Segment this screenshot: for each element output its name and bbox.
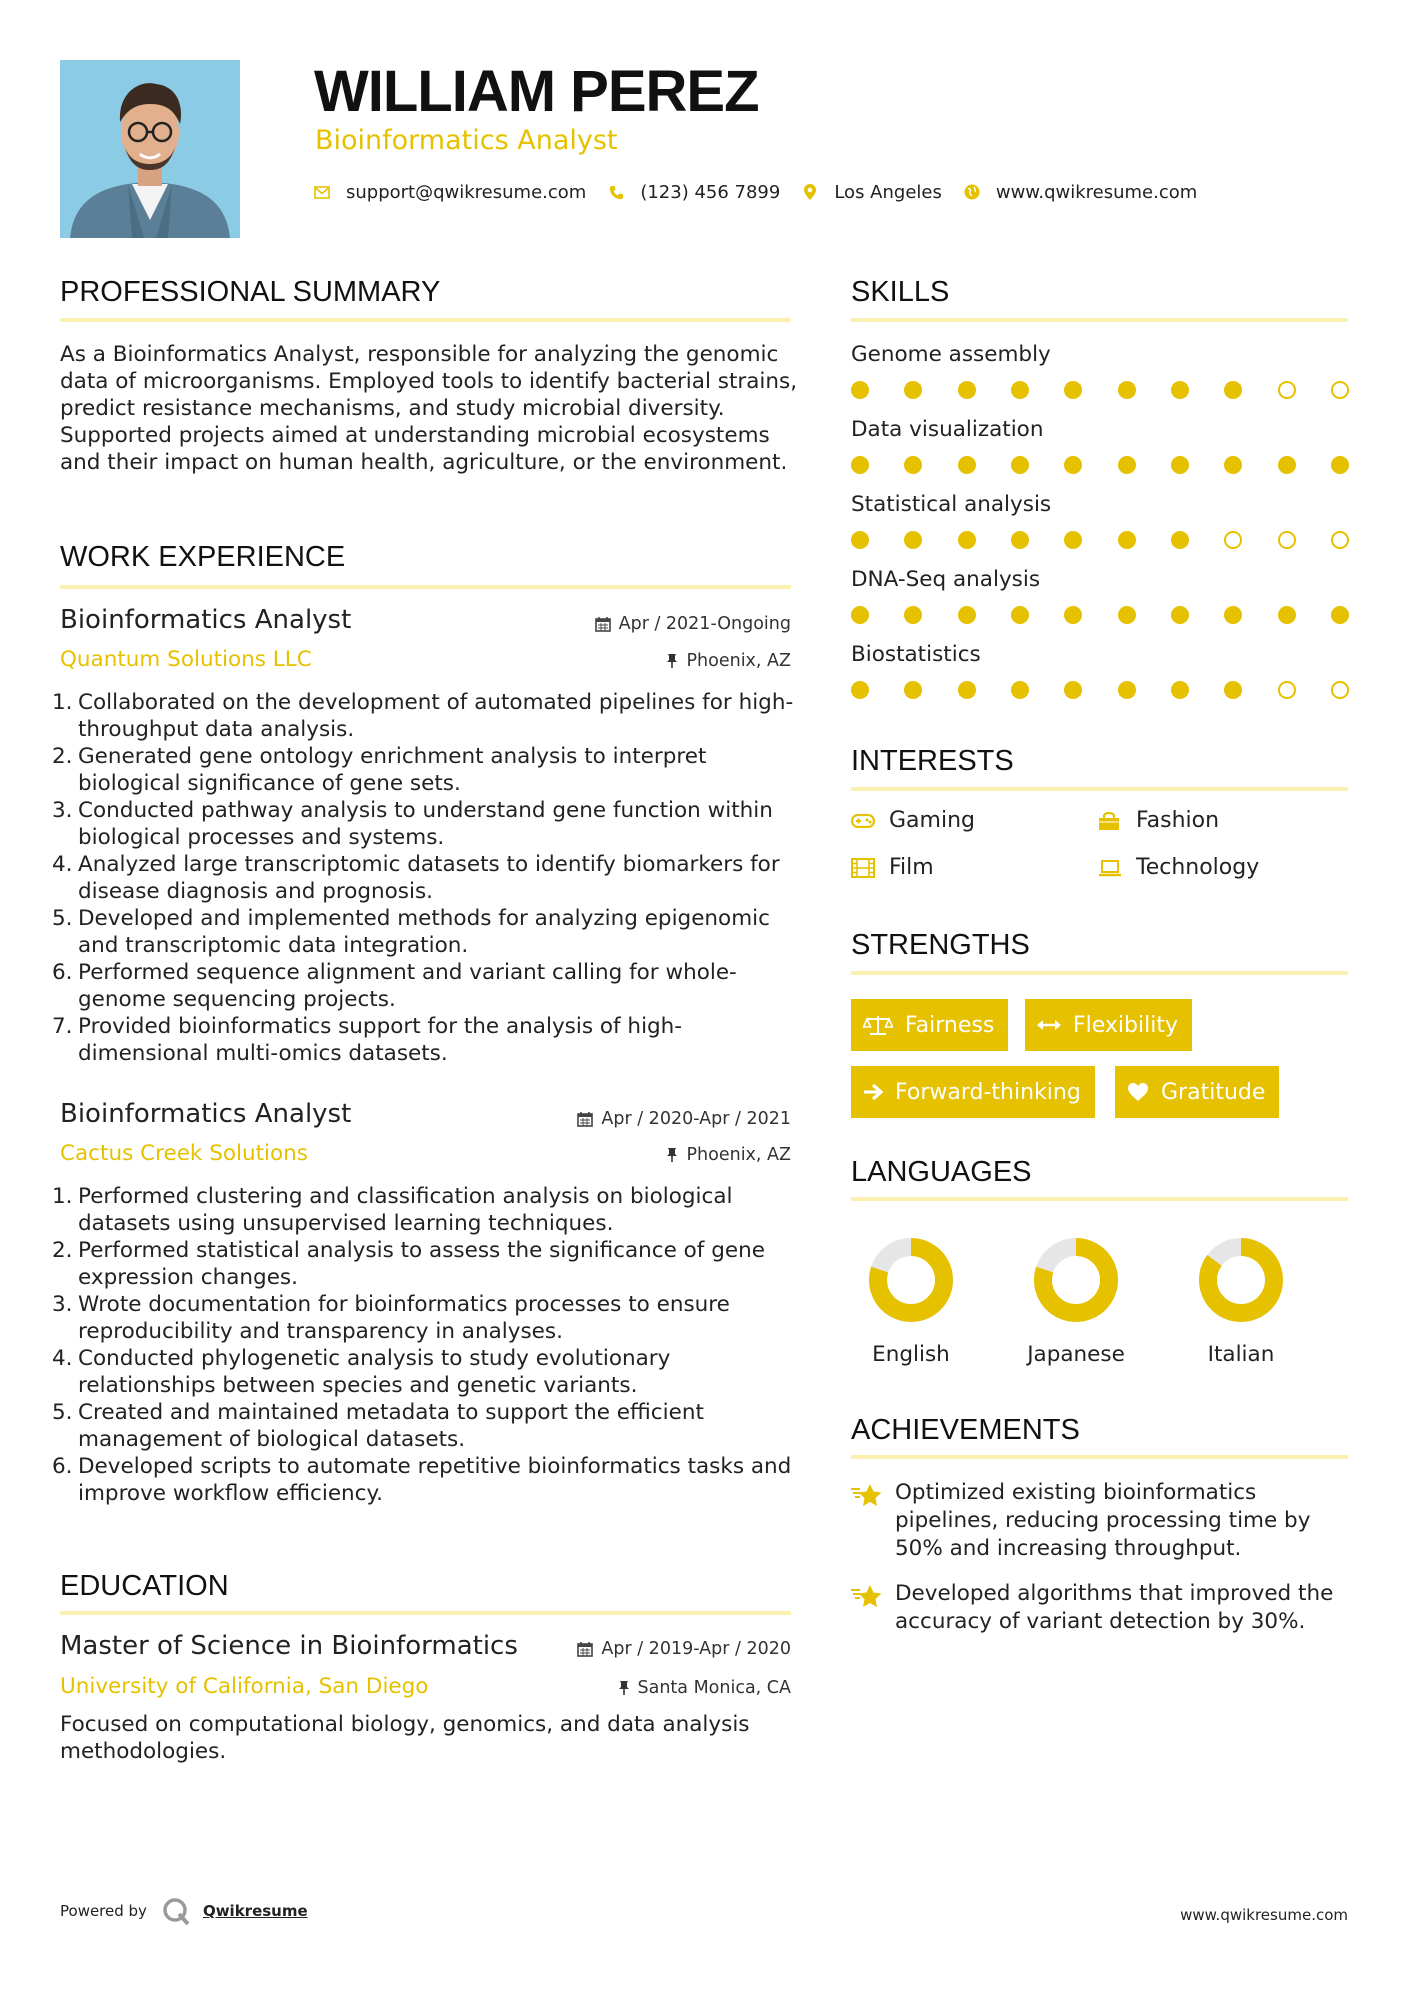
list-item: 6. Performed sequence alignment and variant calling for whole-genome sequencing projects.: [52, 960, 737, 1012]
footer-powered-by: [60, 1896, 308, 1926]
rating-dot-filled: [1224, 456, 1242, 474]
balance-scale-icon: [863, 1014, 893, 1036]
language-donut: [867, 1236, 955, 1324]
skill-rating: [851, 456, 1349, 474]
list-item: 4. Analyzed large transcriptomic datasets to identify biomarkers for disease diagnosis and prognosis.: [52, 852, 780, 904]
phone-text: (123) 456 7899: [640, 181, 781, 203]
candidate-name: WILLIAM PEREZ: [314, 59, 759, 124]
rating-dot-filled: [851, 681, 869, 699]
profile-photo: [60, 60, 240, 238]
calendar-icon: [577, 1641, 593, 1657]
rating-dot-filled: [1011, 606, 1029, 624]
rating-dot-filled: [1064, 681, 1082, 699]
strength-badge: Forward-thinking: [851, 1066, 1095, 1118]
rating-dot-filled: [1118, 531, 1136, 549]
summary-divider: [60, 318, 791, 322]
language-item: [851, 1236, 971, 1367]
rating-dot-empty: [1278, 681, 1296, 699]
job-dates-text: Apr / 2020-Apr / 2021: [601, 1109, 791, 1129]
rating-dot-filled: [1171, 681, 1189, 699]
star-badge-icon: [851, 1479, 895, 1563]
interest-item: Fashion: [1098, 808, 1219, 833]
summary-heading: PROFESSIONAL SUMMARY: [60, 276, 441, 308]
rating-dot-filled: [1064, 606, 1082, 624]
email-text: support@qwikresume.com: [346, 181, 587, 203]
rating-dot-filled: [958, 606, 976, 624]
gamepad-icon: [851, 810, 877, 832]
rating-dot-filled: [904, 681, 922, 699]
school-name: University of California, San Diego: [60, 1674, 429, 1699]
skill-name: Biostatistics: [851, 642, 981, 667]
skill-rating: [851, 606, 1349, 624]
contact-bar: [314, 180, 1219, 204]
rating-dot-filled: [958, 381, 976, 399]
degree-title: Master of Science in Bioinformatics: [60, 1631, 518, 1661]
strengths-divider: [851, 971, 1348, 975]
job-responsibilities: [52, 1183, 800, 1507]
languages-heading: LANGUAGES: [851, 1156, 1032, 1188]
candidate-title: Bioinformatics Analyst: [315, 125, 618, 156]
language-donut: [1032, 1236, 1120, 1324]
job-location: [666, 1145, 791, 1165]
phone-icon: [608, 184, 624, 200]
rating-dot-empty: [1331, 531, 1349, 549]
list-item: 7. Provided bioinformatics support for the analysis of high-dimensional multi-omics datasets.: [52, 1014, 683, 1066]
strength-badge: Gratitude: [1115, 1066, 1279, 1118]
interest-item: Gaming: [851, 808, 975, 833]
skill-name: Statistical analysis: [851, 492, 1052, 517]
rating-dot-filled: [1118, 381, 1136, 399]
rating-dot-filled: [1278, 456, 1296, 474]
achievements-heading: ACHIEVEMENTS: [851, 1414, 1080, 1446]
skill-rating: [851, 381, 1349, 399]
rating-dot-filled: [904, 531, 922, 549]
interests-divider: [851, 787, 1348, 791]
achievement-item: Optimized existing bioinformatics pipelines, reducing processing time by 50% and increasing throughput.: [851, 1479, 1351, 1563]
education-location: [618, 1678, 792, 1698]
rating-dot-filled: [1331, 456, 1349, 474]
company-name: Quantum Solutions LLC: [60, 647, 312, 672]
list-item: 1. Collaborated on the development of automated pipelines for high-throughput data analysis.: [52, 690, 794, 742]
contact-email[interactable]: [314, 182, 586, 203]
rating-dot-filled: [1171, 456, 1189, 474]
rating-dot-filled: [1064, 531, 1082, 549]
language-donut: [1197, 1236, 1285, 1324]
rating-dot-filled: [1118, 456, 1136, 474]
rating-dot-filled: [904, 456, 922, 474]
rating-dot-filled: [851, 606, 869, 624]
rating-dot-filled: [1224, 381, 1242, 399]
skill-name: DNA-Seq analysis: [851, 567, 1041, 592]
achievements-divider: [851, 1455, 1348, 1459]
language-name: Japanese: [1027, 1342, 1125, 1367]
list-item: 4. Conducted phylogenetic analysis to study evolutionary relationships between species and genetic variants.: [52, 1346, 671, 1398]
rating-dot-filled: [1118, 606, 1136, 624]
rating-dot-filled: [1011, 456, 1029, 474]
list-item: 6. Developed scripts to automate repetitive bioinformatics tasks and improve workflow efficiency.: [52, 1454, 792, 1506]
contact-location: [802, 182, 942, 203]
rating-dot-filled: [851, 381, 869, 399]
star-badge-icon: [851, 1580, 895, 1636]
pushpin-icon: [666, 653, 678, 669]
list-item: 1. Performed clustering and classification analysis on biological datasets using unsupervised learning techniques.: [52, 1184, 733, 1236]
shopping-bag-icon: [1098, 810, 1124, 832]
rating-dot-empty: [1278, 381, 1296, 399]
interests-heading: INTERESTS: [851, 745, 1014, 777]
job-dates-text: Apr / 2021-Ongoing: [618, 614, 791, 634]
job-location: [666, 651, 791, 671]
interest-item: Technology: [1098, 855, 1259, 880]
experience-heading: WORK EXPERIENCE: [60, 541, 346, 573]
arrows-horizontal-icon: [1037, 1019, 1061, 1031]
list-item: 3. Conducted pathway analysis to understand gene function within biological processes and systems.: [52, 798, 773, 850]
education-location-text: Santa Monica, CA: [637, 1678, 791, 1698]
education-heading: EDUCATION: [60, 1570, 229, 1602]
interest-item: Film: [851, 855, 934, 880]
experience-divider: [60, 585, 791, 589]
rating-dot-filled: [1064, 456, 1082, 474]
language-name: English: [872, 1342, 950, 1367]
rating-dot-filled: [1224, 681, 1242, 699]
summary-text: As a Bioinformatics Analyst, responsible for analyzing the genomic data of microorganisms. Employed tools to identify bacterial strains, predict resistance mechanisms, and study microbial diversity. Supported projects aimed at understanding microbial ecosystems and their impact on human health, agriculture, or the environment.: [60, 342, 798, 475]
rating-dot-empty: [1331, 381, 1349, 399]
achievement-item: Developed algorithms that improved the accuracy of variant detection by 30%.: [851, 1580, 1351, 1636]
website-text: www.qwikresume.com: [995, 181, 1198, 203]
powered-by-text: Powered by: [60, 1902, 147, 1920]
skill-rating: [851, 531, 1349, 549]
rating-dot-filled: [851, 531, 869, 549]
job-title: Bioinformatics Analyst: [60, 605, 352, 635]
rating-dot-filled: [1331, 606, 1349, 624]
language-item: [1181, 1236, 1301, 1367]
job-responsibilities: [52, 689, 800, 1067]
company-name: Cactus Creek Solutions: [60, 1141, 309, 1166]
brand-link[interactable]: Qwikresume: [202, 1902, 308, 1920]
rating-dot-filled: [1064, 381, 1082, 399]
laptop-icon: [1098, 857, 1124, 879]
language-item: [1016, 1236, 1136, 1367]
rating-dot-filled: [1011, 531, 1029, 549]
job-dates: [577, 1109, 791, 1129]
rating-dot-empty: [1331, 681, 1349, 699]
contact-phone[interactable]: [608, 182, 780, 203]
heart-icon: [1127, 1082, 1149, 1102]
location-text: Los Angeles: [834, 181, 942, 203]
rating-dot-empty: [1224, 531, 1242, 549]
list-item: 2. Generated gene ontology enrichment analysis to interpret biological significance of gene sets.: [52, 744, 707, 796]
arrow-right-icon: [863, 1083, 883, 1101]
education-dates: [577, 1639, 791, 1659]
education-description: Focused on computational biology, genomics, and data analysis methodologies.: [60, 1712, 750, 1764]
job-location-text: Phoenix, AZ: [686, 1145, 791, 1165]
rating-dot-empty: [1278, 531, 1296, 549]
rating-dot-filled: [958, 531, 976, 549]
portrait-illustration: [60, 60, 240, 238]
rating-dot-filled: [1118, 681, 1136, 699]
skill-rating: [851, 681, 1349, 699]
list-item: 5. Created and maintained metadata to support the efficient management of biological datasets.: [52, 1400, 704, 1452]
rating-dot-filled: [851, 456, 869, 474]
globe-icon: [964, 184, 980, 200]
qwikresume-logo-icon: [161, 1896, 191, 1926]
rating-dot-filled: [1011, 681, 1029, 699]
strength-badge: Fairness: [851, 999, 1008, 1051]
pushpin-icon: [666, 1147, 678, 1163]
list-item: 2. Performed statistical analysis to assess the significance of gene expression changes.: [52, 1238, 765, 1290]
film-icon: [851, 857, 877, 879]
rating-dot-filled: [1171, 606, 1189, 624]
rating-dot-filled: [1171, 381, 1189, 399]
education-divider: [60, 1611, 791, 1615]
rating-dot-filled: [958, 456, 976, 474]
rating-dot-filled: [904, 606, 922, 624]
education-dates-text: Apr / 2019-Apr / 2020: [601, 1639, 791, 1659]
list-item: 5. Developed and implemented methods for analyzing epigenomic and transcriptomic data integration.: [52, 906, 770, 958]
skill-name: Data visualization: [851, 417, 1044, 442]
footer-website-link[interactable]: www.qwikresume.com: [1180, 1906, 1348, 1924]
pushpin-icon: [618, 1680, 630, 1696]
language-name: Italian: [1207, 1342, 1275, 1367]
contact-website[interactable]: [964, 182, 1197, 203]
rating-dot-filled: [1011, 381, 1029, 399]
rating-dot-filled: [904, 381, 922, 399]
strengths-heading: STRENGTHS: [851, 929, 1030, 961]
rating-dot-filled: [958, 681, 976, 699]
job-location-text: Phoenix, AZ: [686, 651, 791, 671]
strength-badge: Flexibility: [1025, 999, 1192, 1051]
rating-dot-filled: [1224, 606, 1242, 624]
job-title: Bioinformatics Analyst: [60, 1099, 352, 1129]
languages-divider: [851, 1197, 1348, 1201]
skills-divider: [851, 318, 1348, 322]
job-dates: [595, 614, 791, 634]
list-item: 3. Wrote documentation for bioinformatics processes to ensure reproducibility and transparency in analyses.: [52, 1292, 730, 1344]
skills-heading: SKILLS: [851, 276, 950, 308]
skill-name: Genome assembly: [851, 342, 1051, 367]
envelope-icon: [314, 184, 330, 200]
calendar-icon: [595, 616, 611, 632]
rating-dot-filled: [1278, 606, 1296, 624]
rating-dot-filled: [1171, 531, 1189, 549]
calendar-icon: [577, 1111, 593, 1127]
map-marker-icon: [802, 184, 818, 200]
